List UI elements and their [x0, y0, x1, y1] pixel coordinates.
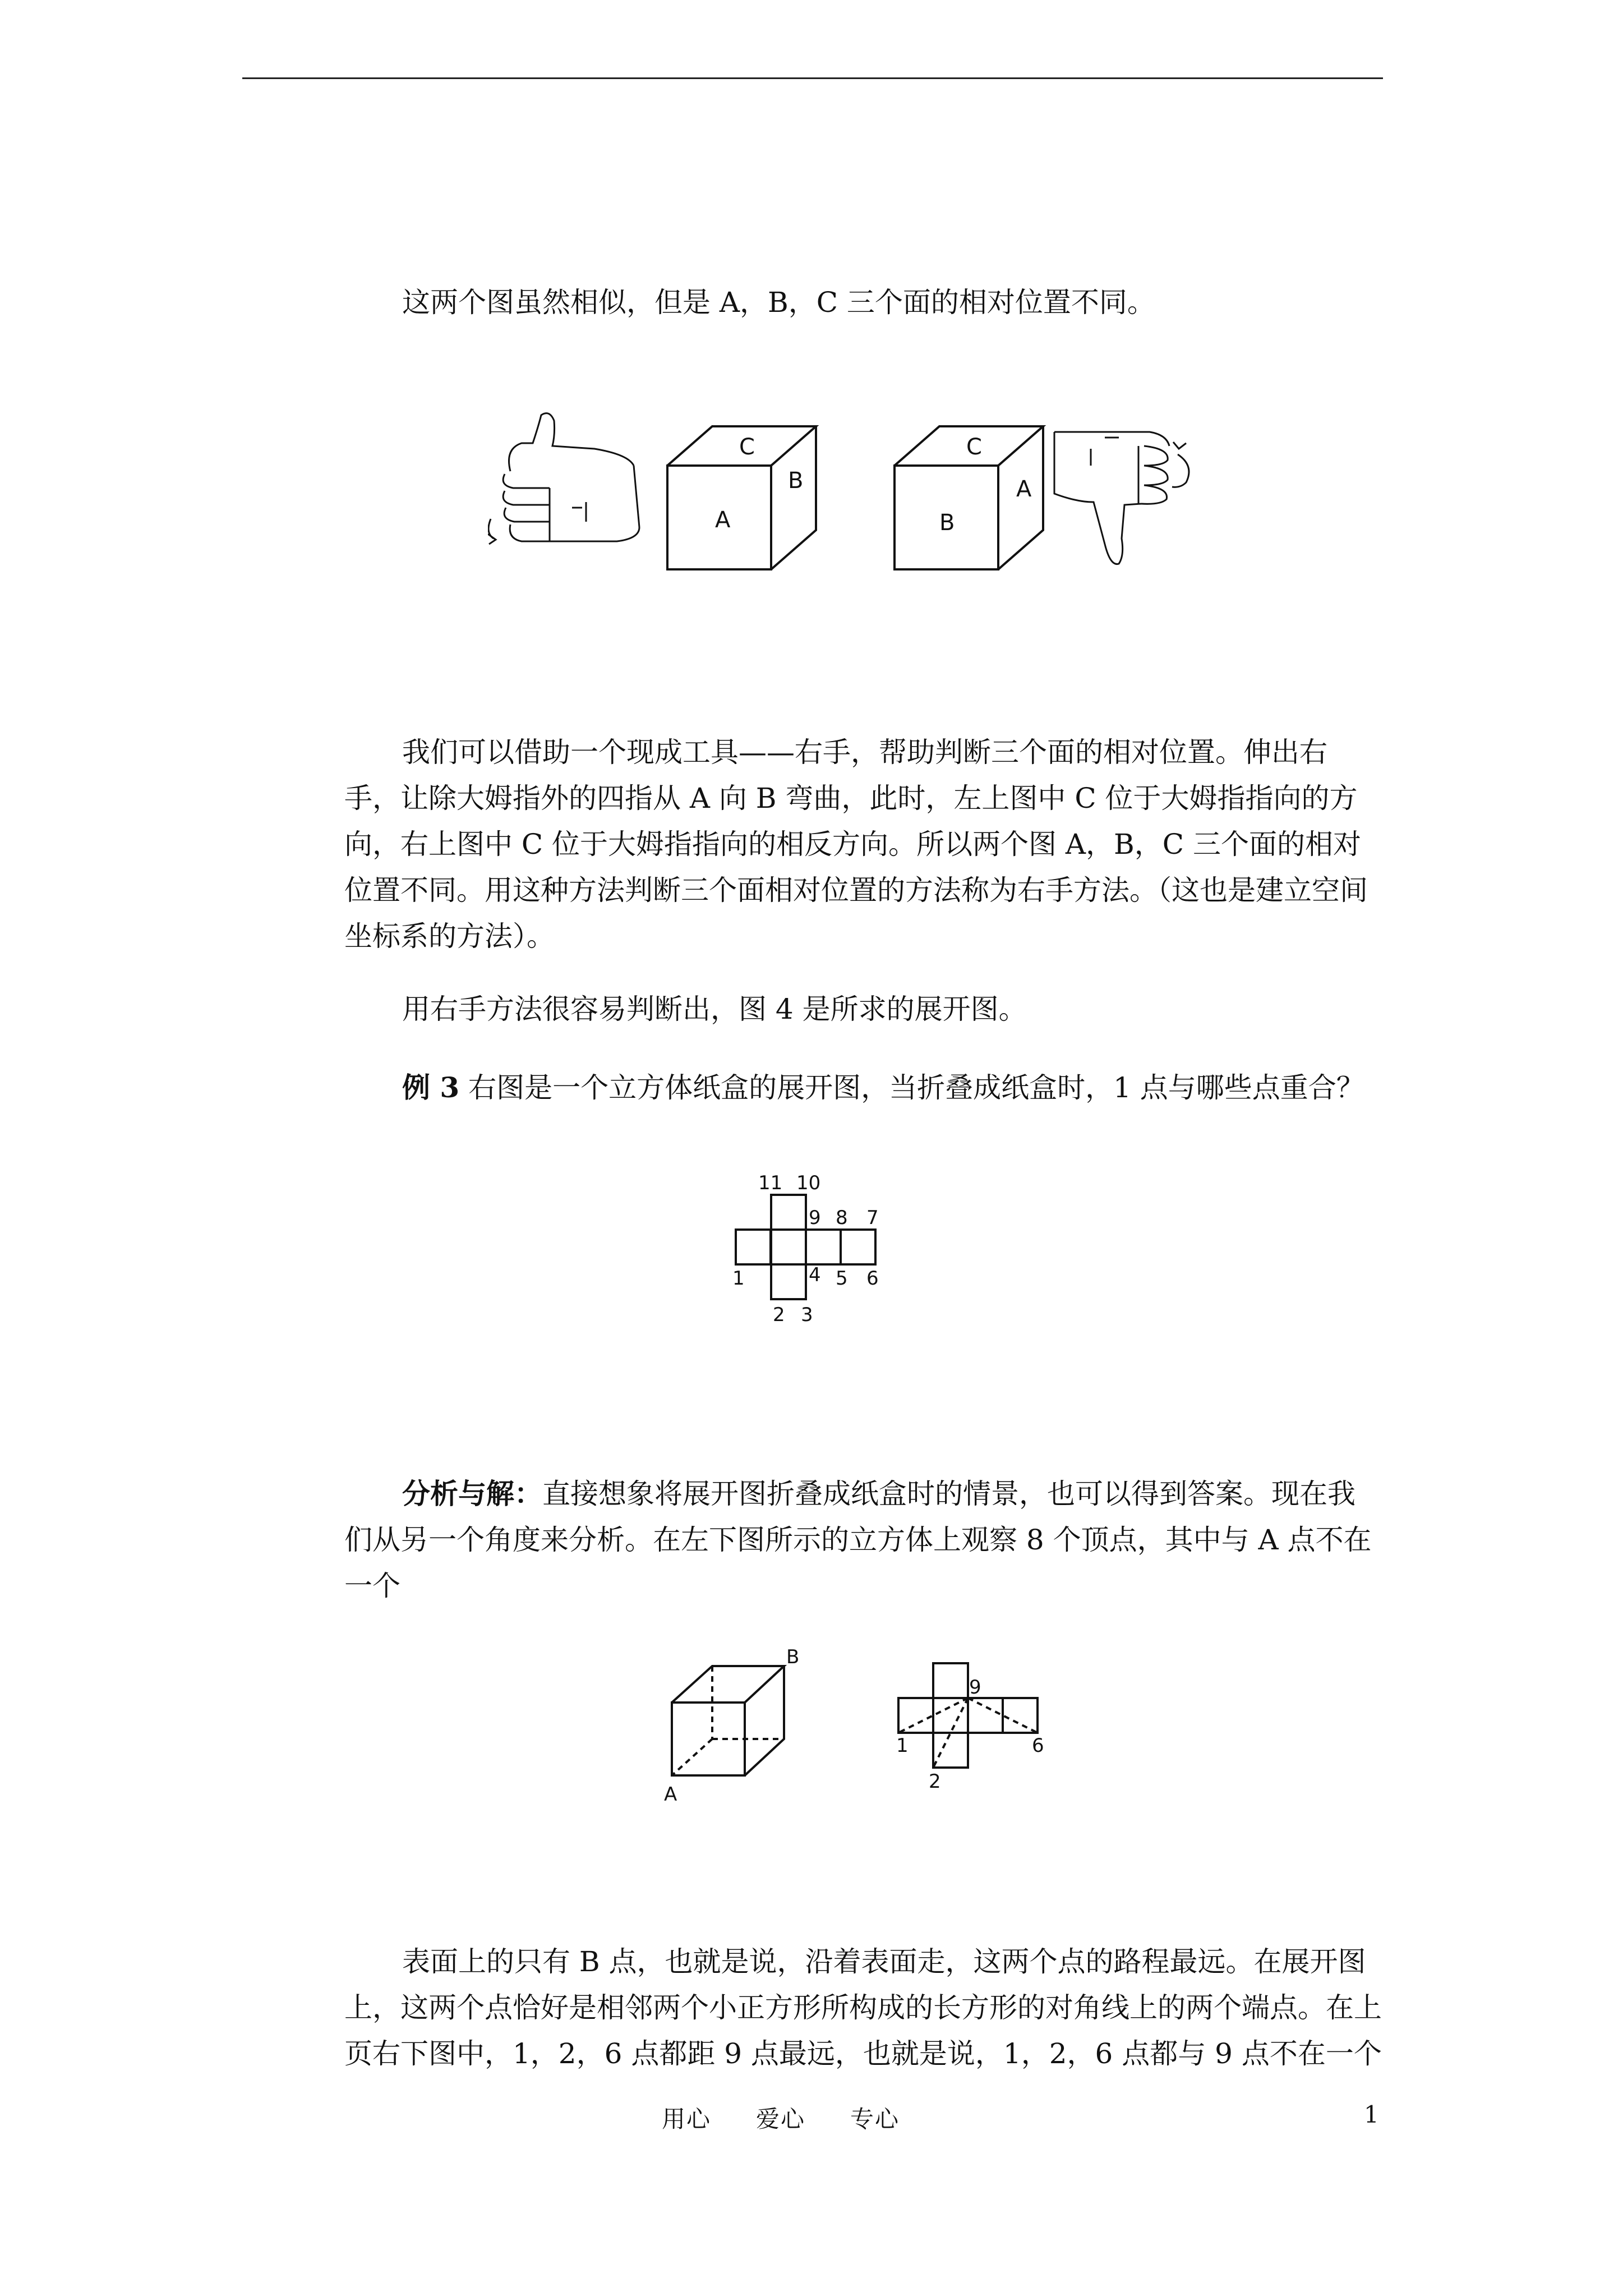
net-label-9: 9 [809, 1207, 821, 1229]
left-cube-top-label: C [739, 434, 755, 460]
example-text: 右图是一个立方体纸盒的展开图，当折叠成纸盒时，1 点与哪些点重合？ [459, 1071, 1364, 1104]
net2-label-6: 6 [1032, 1734, 1044, 1757]
paragraph-6: 表面上的只有 B 点，也就是说，沿着表面走，这两个点的路程最远。在展开图上，这两个点恰好是相邻两个小正方形所构成的长方形的对角线上的两个端点。在上页右下图中，1，2，6 点都距 9 点最远，也就是说，1，2，6 点都与 9 点不在一个 [344, 1945, 1382, 2070]
footer-item: 爱心 [756, 2105, 806, 2133]
net-label-8: 8 [836, 1207, 848, 1229]
page-number: 1 [1364, 2101, 1379, 2128]
right-cube-front-label: B [939, 510, 955, 536]
right-cube-top-label: C [966, 434, 982, 460]
thumbs-down-hand-icon [1054, 432, 1189, 564]
net-label-7: 7 [866, 1207, 879, 1229]
net-label-3: 3 [801, 1304, 813, 1326]
net-label-6: 6 [866, 1267, 879, 1290]
analysis-label: 分析与解： [402, 1477, 542, 1510]
net2-label-2: 2 [929, 1770, 941, 1793]
cube-label-A: A [664, 1783, 677, 1806]
hand-cube-diagram [488, 404, 1251, 589]
footer [662, 2101, 944, 2134]
figure-right-hand-cubes [488, 404, 1251, 589]
example-label: 例 3 [402, 1071, 460, 1104]
net-label-1: 1 [732, 1267, 745, 1290]
footer-item: 专心 [850, 2105, 900, 2133]
left-cube-front-label: A [715, 507, 731, 533]
net-label-5: 5 [836, 1267, 848, 1290]
net-with-diagonals [898, 1663, 1038, 1768]
cube-diagonal-diagram [656, 1646, 1060, 1826]
footer-item: 用心 [662, 2105, 712, 2133]
right-cube-right-label: A [1016, 476, 1032, 502]
net2-label-1: 1 [896, 1734, 909, 1757]
header-rule [242, 77, 1383, 79]
paragraph-2: 我们可以借助一个现成工具——右手，帮助判断三个面的相对位置。伸出右手，让除大姆指外的四指从 A 向 B 弯曲，此时，左上图中 C 位于大姆指指向的方向，右上图中 C 位于大姆指指向的相反方向。所以两个图 A，B，C 三个面的相对位置不同。用这种方法判断三个面相对位置的方法称为右手方法。（这也是建立空间坐标系的方法）。 [344, 736, 1368, 953]
net-label-2: 2 [773, 1304, 785, 1326]
paragraph-1: 这两个图虽然相似，但是 A，B，C 三个面的相对位置不同。 [402, 286, 1155, 319]
cube-label-B: B [786, 1646, 800, 1668]
paragraph-3: 用右手方法很容易判断出，图 4 是所求的展开图。 [402, 993, 1027, 1025]
net-label-4: 4 [809, 1264, 821, 1286]
left-cube-right-label: B [788, 468, 804, 494]
net-label-11: 11 [758, 1172, 783, 1194]
cube-net-diagram [729, 1167, 897, 1335]
dashed-cube [672, 1666, 784, 1775]
net-label-10: 10 [796, 1172, 821, 1194]
figure-cube-net [729, 1167, 897, 1335]
figure-cube-and-net [656, 1646, 1060, 1826]
thumbs-up-hand-icon [488, 413, 639, 544]
paragraph-5 [344, 1471, 1383, 1609]
paragraph-4 [344, 1065, 1383, 1111]
analysis-text: 直接想象将展开图折叠成纸盒时的情景，也可以得到答案。现在我们从另一个角度来分析。在左下图所示的立方体上观察 8 个顶点，其中与 A 点不在一个 [344, 1478, 1372, 1602]
net2-label-9: 9 [969, 1676, 981, 1699]
